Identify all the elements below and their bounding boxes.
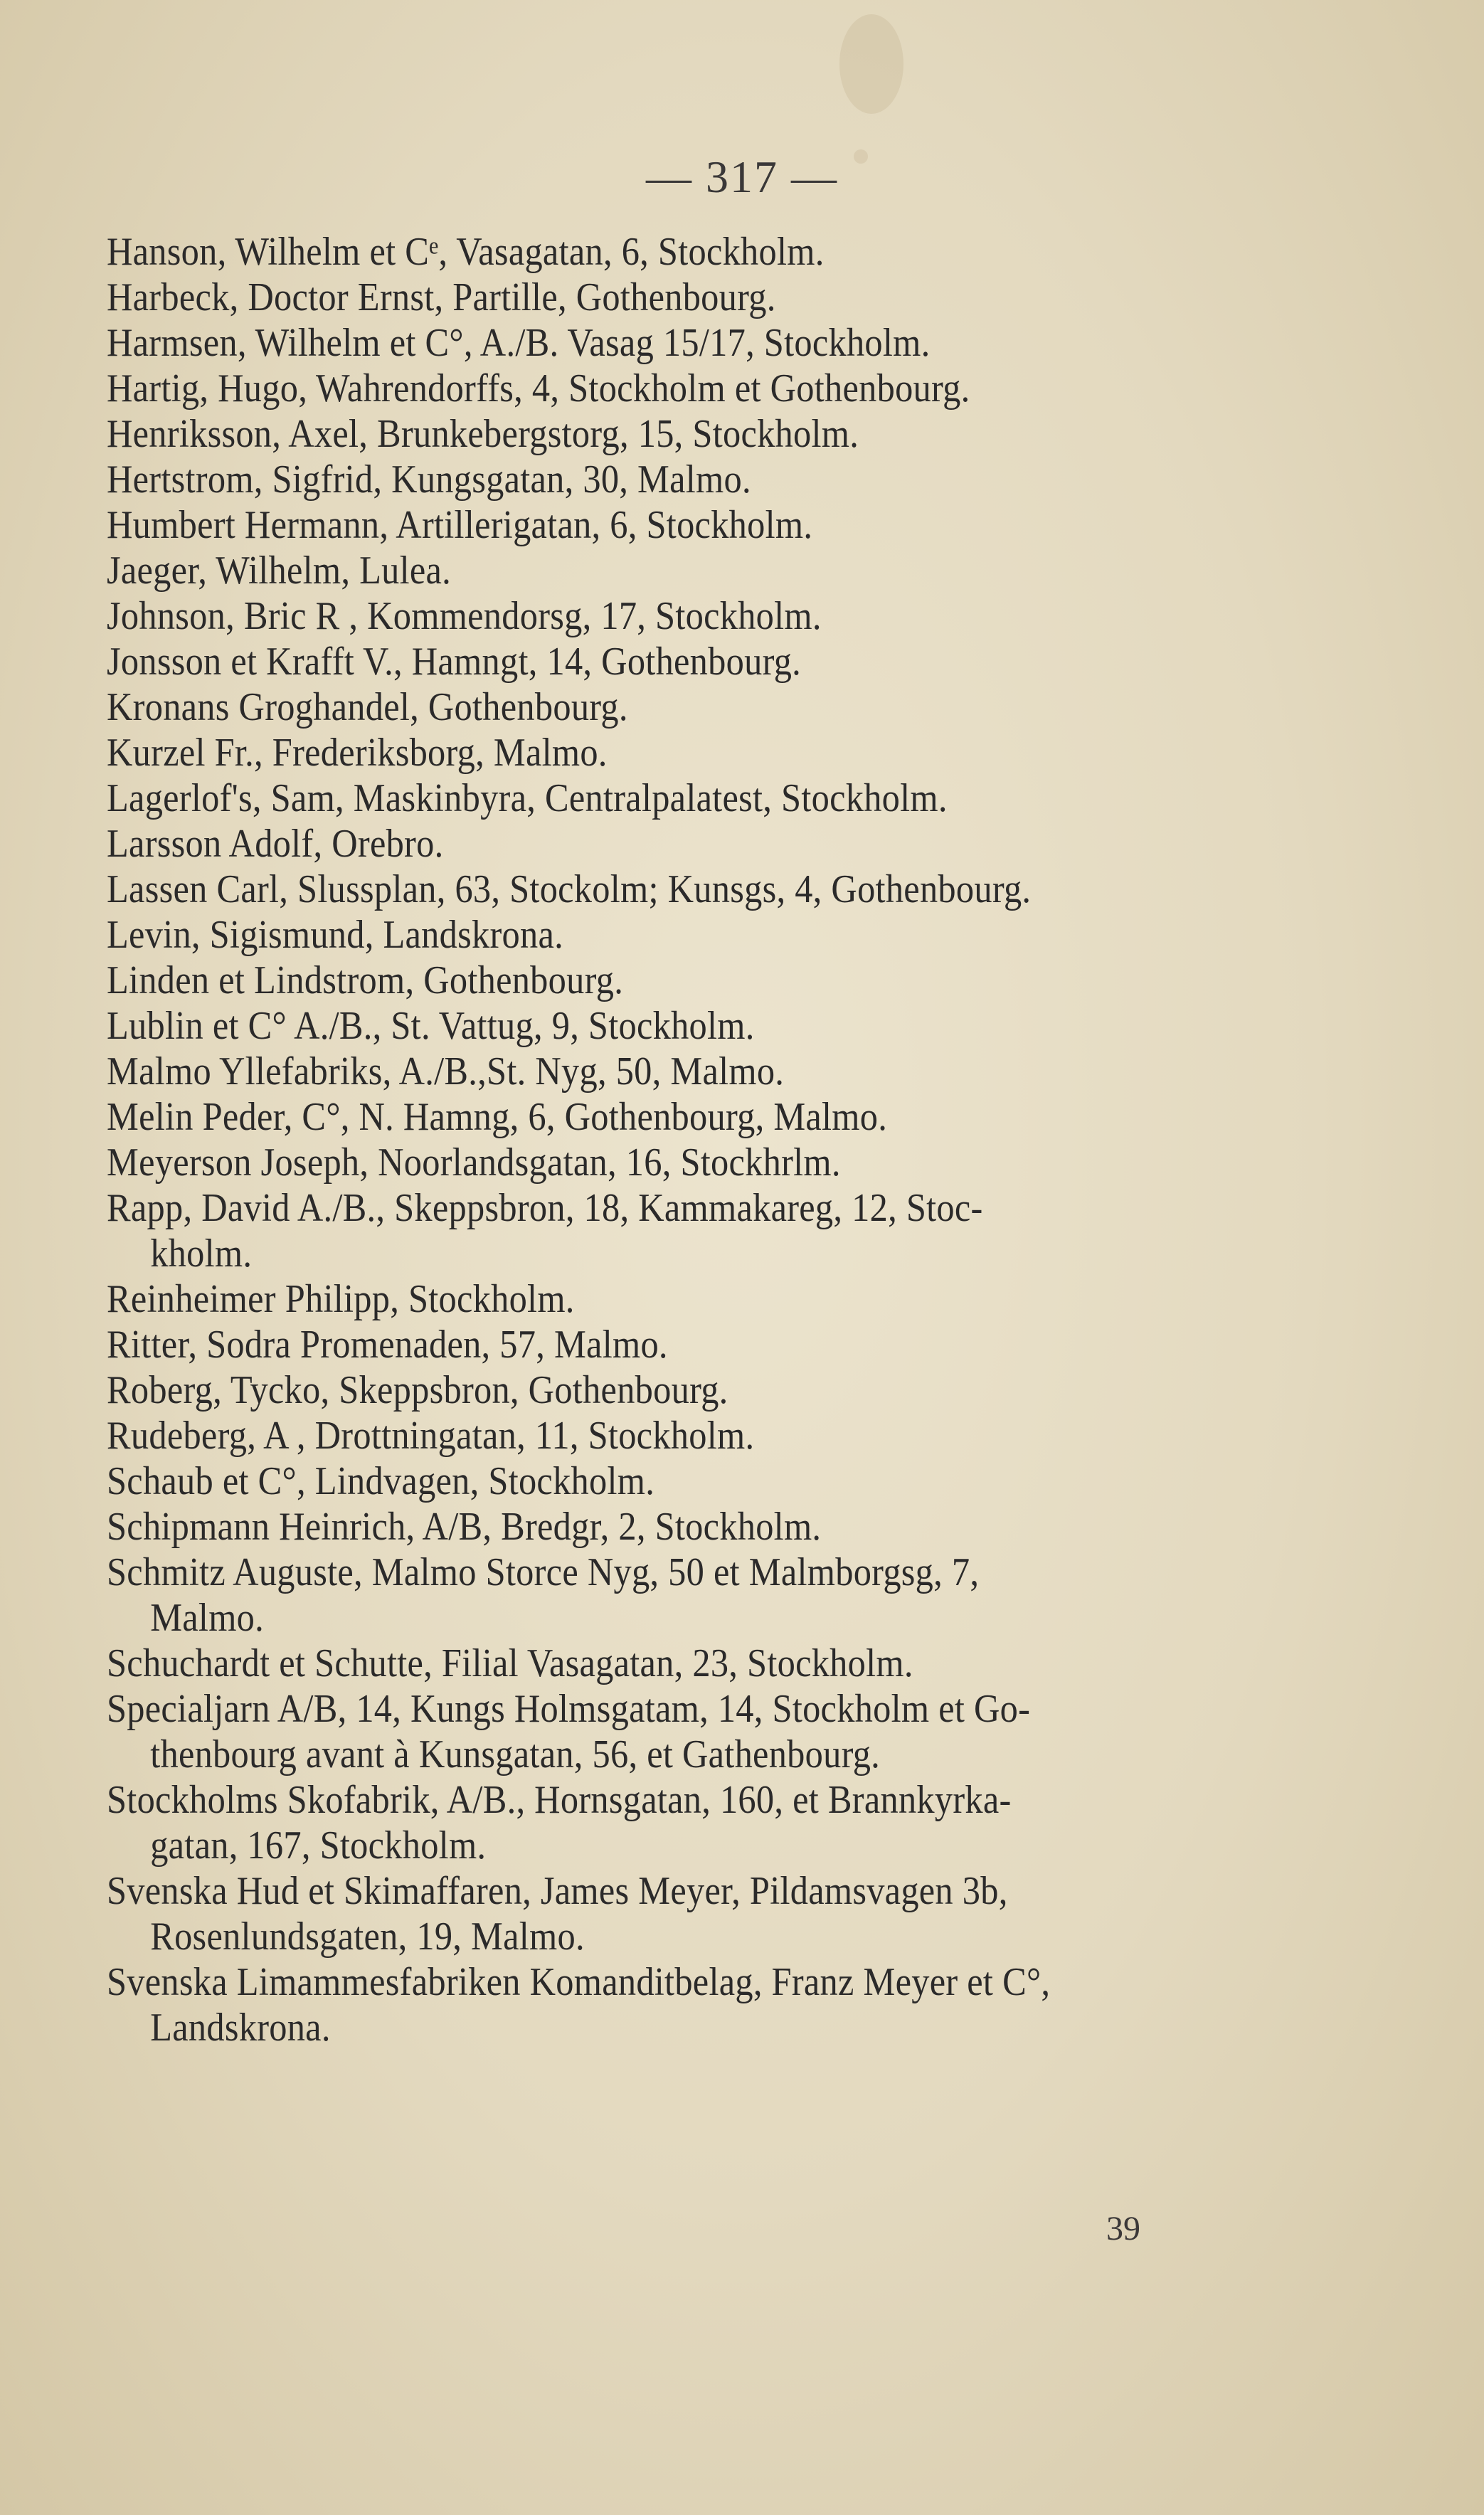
directory-entry (107, 1049, 1144, 1094)
entry-line: Jonsson et Krafft V., Hamngt, 14, Gothenbourg. (107, 640, 802, 684)
entry-line: Schipmann Heinrich, A/B, Bredgr, 2, Stockholm. (107, 1505, 822, 1549)
entry-line: Kronans Groghandel, Gothenbourg. (107, 685, 628, 729)
directory-entry (107, 502, 1144, 548)
directory-entry (107, 639, 1144, 684)
entry-line: Humbert Hermann, Artillerigatan, 6, Stockholm. (107, 503, 813, 547)
entry-line: Hanson, Wilhelm et Cᵉ, Vasagatan, 6, Stockholm. (107, 230, 825, 274)
entry-line: Larsson Adolf, Orebro. (107, 822, 444, 866)
directory-entry (107, 730, 1144, 775)
entry-line: Rudeberg, A , Drottningatan, 11, Stockholm. (107, 1414, 755, 1458)
directory-entry (107, 320, 1144, 366)
signature-mark: 39 (1106, 2210, 1140, 2247)
directory-entry (107, 593, 1144, 639)
directory-entry (107, 457, 1144, 502)
entry-line: Lublin et C° A./B., St. Vattug, 9, Stockholm. (107, 1004, 755, 1048)
entry-line: Schaub et C°, Lindvagen, Stockholm. (107, 1459, 655, 1503)
entry-continuation: gatan, 167, Stockholm. (150, 1823, 487, 1868)
directory-entry (107, 1959, 1144, 2050)
directory-entry (107, 1094, 1144, 1140)
directory-entry (107, 1276, 1144, 1322)
entry-line: Rapp, David A./B., Skeppsbron, 18, Kammakareg, 12, Stoc- (107, 1186, 983, 1230)
entry-continuation: thenbourg avant à Kunsgatan, 56, et Gathenbourg. (150, 1732, 881, 1777)
directory-entry (107, 411, 1144, 457)
entry-continuation: Malmo. (150, 1596, 265, 1640)
directory-entry (107, 1003, 1144, 1049)
entry-line: Hertstrom, Sigfrid, Kungsgatan, 30, Malmo. (107, 457, 751, 502)
directory-entry (107, 1504, 1144, 1550)
entry-line: Kurzel Fr., Frederiksborg, Malmo. (107, 731, 608, 775)
entry-line: Schuchardt et Schutte, Filial Vasagatan, 23, Stockholm. (107, 1641, 913, 1685)
directory-entry (107, 684, 1144, 730)
directory-entry (107, 1367, 1144, 1413)
entry-line: Henriksson, Axel, Brunkebergstorg, 15, Stockholm. (107, 412, 859, 456)
entry-line: Stockholms Skofabrik, A/B., Hornsgatan, 160, et Brannkyrka- (107, 1778, 1012, 1822)
directory-entry (107, 1140, 1144, 1185)
directory-entry (107, 775, 1144, 821)
entry-continuation: Rosenlundsgaten, 19, Malmo. (150, 1915, 585, 1959)
entry-line: Jaeger, Wilhelm, Lulea. (107, 549, 452, 593)
entry-line: Specialjarn A/B, 14, Kungs Holmsgatam, 14, Stockholm et Go- (107, 1687, 1031, 1731)
directory-entry (107, 366, 1144, 411)
entry-line: Lassen Carl, Slussplan, 63, Stockolm; Kunsgs, 4, Gothenbourg. (107, 867, 1032, 911)
entry-continuation: Landskrona. (150, 2006, 331, 2050)
directory-entry (107, 1550, 1144, 1641)
entry-line: Lagerlof's, Sam, Maskinbyra, Centralpalatest, Stockholm. (107, 776, 948, 820)
entry-line: Hartig, Hugo, Wahrendorffs, 4, Stockholm et Gothenbourg. (107, 366, 970, 411)
entry-line: Schmitz Auguste, Malmo Storce Nyg, 50 et Malmborgsg, 7, (107, 1550, 980, 1594)
entry-line: Svenska Hud et Skimaffaren, James Meyer, Pildamsvagen 3b, (107, 1869, 1008, 1913)
directory-entry (107, 1185, 1144, 1276)
directory-entry (107, 1641, 1144, 1686)
entry-continuation: kholm. (150, 1232, 253, 1276)
entry-line: Svenska Limammesfabriken Komanditbelag, Franz Meyer et C°, (107, 1960, 1051, 2004)
directory-entry (107, 1686, 1144, 1777)
entry-line: Levin, Sigismund, Landskrona. (107, 913, 563, 957)
directory-entry (107, 548, 1144, 593)
directory-entry (107, 1868, 1144, 1959)
entry-line: Linden et Lindstrom, Gothenbourg. (107, 958, 624, 1002)
entry-line: Roberg, Tycko, Skeppsbron, Gothenbourg. (107, 1368, 728, 1412)
directory-entry (107, 1413, 1144, 1458)
entry-line: Reinheimer Philipp, Stockholm. (107, 1277, 575, 1321)
directory-entries (107, 229, 1259, 2050)
directory-entry (107, 229, 1144, 275)
entry-line: Johnson, Bric R , Kommendorsg, 17, Stockholm. (107, 594, 822, 638)
directory-entry (107, 1322, 1144, 1367)
directory-entry (107, 275, 1144, 320)
entry-line: Ritter, Sodra Promenaden, 57, Malmo. (107, 1323, 668, 1367)
directory-entry (107, 867, 1144, 912)
directory-entry (107, 912, 1144, 958)
entry-line: Melin Peder, C°, N. Hamng, 6, Gothenbourg, Malmo. (107, 1095, 888, 1139)
entry-line: Meyerson Joseph, Noorlandsgatan, 16, Stockhrlm. (107, 1140, 841, 1185)
entry-line: Harmsen, Wilhelm et C°, A./B. Vasag 15/17, Stockholm. (107, 321, 931, 365)
entry-line: Harbeck, Doctor Ernst, Partille, Gothenbourg. (107, 275, 776, 319)
directory-entry (107, 958, 1144, 1003)
directory-entry (107, 1777, 1144, 1868)
directory-entry (107, 821, 1144, 867)
paper-stain (839, 14, 903, 114)
page-number-header: — 317 — (646, 152, 838, 202)
entry-line: Malmo Yllefabriks, A./B.,St. Nyg, 50, Malmo. (107, 1049, 785, 1094)
directory-entry (107, 1458, 1144, 1504)
